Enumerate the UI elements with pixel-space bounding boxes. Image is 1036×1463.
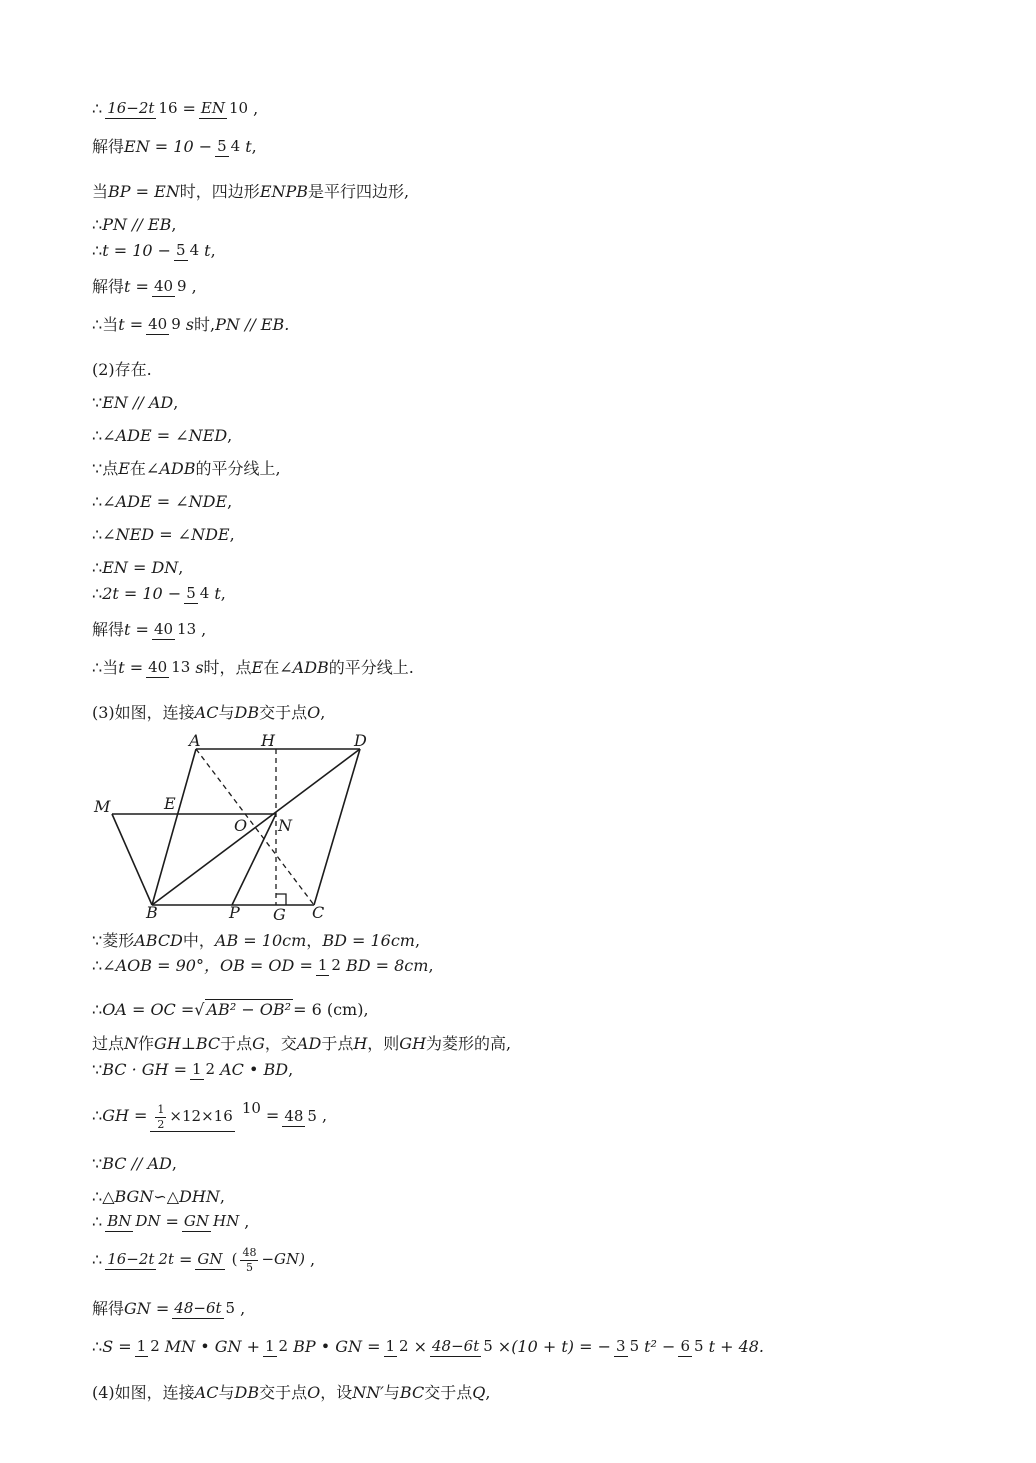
math-expr: GH⊥BC <box>154 1034 221 1053</box>
math-expr: EN // AD <box>102 393 174 412</box>
text-line <box>92 460 281 478</box>
equation-line <box>92 1338 764 1356</box>
therefore-symbol: ∴ <box>92 215 103 234</box>
fraction: 6 5 <box>680 1337 704 1356</box>
equation-line <box>92 1213 249 1231</box>
equation-line <box>92 957 434 975</box>
equation-line <box>92 1246 315 1273</box>
text-label: ，则 <box>367 1034 400 1053</box>
label-G: G <box>273 905 286 924</box>
because-symbol: ∵ <box>92 459 103 478</box>
equation-line <box>92 559 183 577</box>
therefore-symbol: ∴ <box>92 426 103 445</box>
math-var: NN′ <box>352 1383 384 1402</box>
text-label: 交于点 <box>259 1383 308 1402</box>
math-var: AC <box>194 1383 219 1402</box>
math-expr: = 6 (cm) <box>293 1000 364 1019</box>
text-label: 时, <box>193 315 216 334</box>
segment-AB <box>152 749 196 905</box>
therefore-symbol: ∴ <box>92 315 103 334</box>
equals-sign: = <box>182 99 196 118</box>
fraction: 16−2t 2t <box>107 1250 174 1269</box>
text-label: (2)存在. <box>92 360 152 379</box>
conclusion-line <box>92 659 414 677</box>
radicand: AB² − OB² <box>206 1000 292 1019</box>
text-label: 与 <box>218 703 235 722</box>
equation-line <box>92 1001 369 1019</box>
because-symbol: ∵ <box>92 1154 103 1173</box>
punct: , <box>201 620 207 639</box>
punct: , <box>219 1187 225 1206</box>
text-label: 交于点 <box>259 703 308 722</box>
fraction: GN ( 48 5 −GN) <box>197 1246 305 1274</box>
math-expr: BP = EN <box>108 182 180 201</box>
math-var: Q <box>472 1383 486 1402</box>
text-label: 与 <box>218 1383 235 1402</box>
equation-line <box>92 1155 177 1173</box>
text-label: 在 <box>129 459 146 478</box>
label-A: A <box>189 731 201 750</box>
therefore-symbol: ∴ <box>92 658 103 677</box>
math-expr: OA = OC = <box>102 1000 195 1019</box>
therefore-symbol: ∴ <box>92 1000 103 1019</box>
punct: , <box>321 1106 328 1126</box>
math-expr: ∠ADB <box>145 459 196 478</box>
math-var: t <box>245 137 252 156</box>
math-expr: AB = 10cm <box>214 931 307 950</box>
punct: , <box>220 584 226 603</box>
text-label: 解得 <box>92 1299 125 1318</box>
math-expr: t = <box>118 658 144 677</box>
label-H: H <box>261 731 275 750</box>
label-B: B <box>146 903 158 922</box>
math-var: E <box>118 459 130 478</box>
fraction: 5 4 <box>217 137 241 156</box>
fraction: 40 9 <box>148 315 181 334</box>
math-expr: ∠ADE = ∠NED <box>102 426 228 445</box>
label-C: C <box>312 903 325 922</box>
math-expr: BD = 8cm <box>345 956 429 975</box>
math-expr: ABCD <box>134 931 183 950</box>
math-var: O <box>307 1383 321 1402</box>
fraction: 16−2t 16 <box>107 99 178 118</box>
math-expr: t = 10 − <box>102 241 172 260</box>
math-expr: BC // AD <box>102 1154 172 1173</box>
fraction-small: $\frac{1}{2}$ <box>157 1103 165 1131</box>
fraction: 1 2 <box>191 1060 216 1079</box>
therefore-symbol: ∴ <box>92 241 103 260</box>
fraction: 48−6t 5 <box>432 1337 493 1356</box>
punct: , <box>178 558 184 577</box>
rhombus-figure <box>88 728 388 928</box>
label-E: E <box>164 794 176 813</box>
punct: , <box>320 703 326 722</box>
numerator <box>150 1104 234 1132</box>
text-label: 当 <box>102 658 119 677</box>
math-expr: GN = <box>124 1299 170 1318</box>
punct: , <box>227 426 233 445</box>
conclusion-line <box>92 316 289 334</box>
therefore-symbol: ∴ <box>92 956 103 975</box>
math-var: s <box>185 315 194 334</box>
math-var: AC <box>194 703 219 722</box>
fraction: 1 2 <box>317 956 341 975</box>
therefore-symbol: ∴ <box>92 1249 103 1269</box>
punct: , <box>414 931 421 950</box>
text-label: (4)如图，连接 <box>92 1383 195 1402</box>
punct: , <box>428 956 434 975</box>
punct: , <box>253 99 259 118</box>
label-P: P <box>229 903 240 922</box>
math-var: N <box>124 1034 139 1053</box>
text-label: 于点 <box>321 1034 354 1053</box>
text-label: 为菱形的高, <box>426 1034 512 1053</box>
text-label: 过点 <box>92 1034 125 1053</box>
equation-line <box>92 216 176 234</box>
text-label: ，交 <box>264 1034 297 1053</box>
equation-line <box>92 100 258 118</box>
fraction: $\frac{1}{2}$ ×12×16 10 <box>150 1100 263 1132</box>
solution-line <box>92 278 197 296</box>
text-label: 时，四边形 <box>179 182 260 201</box>
fraction: 3 5 <box>616 1337 640 1356</box>
punct: , <box>240 1299 246 1318</box>
math-expr: GH = <box>102 1106 148 1126</box>
math-var: AD <box>296 1034 322 1053</box>
equals-sign: = <box>165 1212 179 1231</box>
equation-line <box>92 493 232 511</box>
therefore-symbol: ∴ <box>92 492 103 511</box>
label-O: O <box>234 816 248 835</box>
equation-line <box>92 1100 327 1132</box>
text-line <box>92 1035 511 1053</box>
math-expr: BC · GH = <box>102 1060 187 1079</box>
text-label: 交于点 <box>424 1383 473 1402</box>
math-expr: ∠ADB <box>279 658 329 677</box>
because-symbol: ∵ <box>92 931 103 950</box>
math-var: DB <box>234 1383 260 1402</box>
text-label: 作 <box>138 1034 155 1053</box>
equation-line <box>92 394 178 412</box>
fraction: 48−6t 5 <box>174 1299 236 1318</box>
text-label: 当 <box>102 315 119 334</box>
fraction: 40 13 <box>148 658 191 677</box>
equation-line <box>92 526 235 544</box>
text-label: 点 <box>102 459 119 478</box>
text-label: 菱形 <box>102 931 135 950</box>
math-expr: t = <box>118 315 144 334</box>
right-angle-mark <box>276 894 286 905</box>
text-label: 的平分线上. <box>328 658 414 677</box>
math-expr: t = <box>124 620 149 639</box>
radical-sign: √ <box>194 1000 205 1019</box>
math-var: G <box>252 1034 265 1053</box>
punct: , <box>251 137 257 156</box>
math-expr: △BGN∽△DHN <box>102 1187 220 1206</box>
fraction: 1 2 <box>136 1337 160 1356</box>
text-label: 的平分线上, <box>195 459 281 478</box>
punct: , <box>171 1154 177 1173</box>
math-expr: ∠NED = ∠NDE <box>102 525 230 544</box>
math-expr: 2t = 10 − <box>102 584 182 603</box>
fraction: EN 10 <box>200 99 249 118</box>
times-sign: × <box>413 1337 427 1356</box>
text-label: 与 <box>383 1383 400 1402</box>
fraction: 1 2 <box>265 1337 289 1356</box>
math-var: t <box>204 241 211 260</box>
punct: , <box>171 215 177 234</box>
segment-DC <box>314 749 360 905</box>
therefore-symbol: ∴ <box>92 1187 103 1206</box>
text-label: ，设 <box>320 1383 353 1402</box>
section-heading <box>92 361 152 379</box>
therefore-symbol: ∴ <box>92 1106 103 1126</box>
math-var: DB <box>234 703 260 722</box>
because-symbol: ∵ <box>92 393 103 412</box>
punct: , <box>310 1249 316 1269</box>
text-label: (3)如图，连接 <box>92 703 195 722</box>
text-label: 于点 <box>220 1034 253 1053</box>
therefore-symbol: ∴ <box>92 525 103 544</box>
text-label: 解得 <box>92 277 125 296</box>
punct: , <box>227 492 233 511</box>
punct: , <box>191 277 197 296</box>
section-heading <box>92 704 325 722</box>
text-label: 当 <box>92 182 109 201</box>
fraction: 48 5 <box>284 1106 317 1125</box>
math-expr: ×12×16 <box>169 1107 233 1126</box>
fraction: 5 4 <box>176 241 200 260</box>
math-expr: t = <box>124 277 149 296</box>
punct: , <box>244 1212 250 1231</box>
math-expr: t + 48. <box>708 1337 765 1356</box>
text-label: 时，点 <box>203 658 252 677</box>
equals-sign: = <box>179 1249 193 1269</box>
solution-line <box>92 621 206 639</box>
punct: , <box>485 1383 491 1402</box>
math-expr: EN = DN <box>102 558 179 577</box>
equation-line <box>92 585 226 603</box>
segment-BD <box>152 749 360 905</box>
fraction: GN HN <box>183 1212 240 1231</box>
solution-line <box>92 1300 245 1318</box>
text-label: ， <box>306 931 323 950</box>
equation-line <box>92 427 232 445</box>
math-expr: BD = 16cm <box>322 931 415 950</box>
text-line <box>92 932 420 950</box>
paren: ( <box>231 1250 238 1269</box>
equation-line <box>92 1188 225 1206</box>
punct: , <box>288 1060 294 1079</box>
equation-line <box>92 1061 293 1079</box>
therefore-symbol: ∴ <box>92 584 103 603</box>
text-label: 解得 <box>92 620 125 639</box>
segment-MB <box>112 814 152 905</box>
fraction: BN DN <box>107 1212 161 1231</box>
solution-line <box>92 138 257 156</box>
math-var: t <box>214 584 221 603</box>
label-N: N <box>278 816 292 835</box>
math-expr: PN // EB <box>102 215 172 234</box>
therefore-symbol: ∴ <box>92 558 103 577</box>
punct: , <box>210 241 216 260</box>
therefore-symbol: ∴ <box>92 1212 103 1231</box>
section-heading <box>92 1384 490 1402</box>
math-expr: ×(10 + t) = − <box>497 1337 612 1356</box>
text-label: 解得 <box>92 137 125 156</box>
fraction: 40 13 <box>153 620 197 639</box>
math-var: E <box>251 658 264 677</box>
fraction: 5 4 <box>186 584 210 603</box>
math-expr: BP • GN = <box>293 1337 381 1356</box>
equation-line <box>92 242 216 260</box>
math-expr: EN = 10 − <box>124 137 213 156</box>
because-symbol: ∵ <box>92 1060 103 1079</box>
punct: , <box>229 525 235 544</box>
math-var: BC <box>399 1383 425 1402</box>
text-label: 中， <box>182 931 215 950</box>
math-expr: −GN) <box>261 1250 305 1269</box>
math-var: H <box>353 1034 368 1053</box>
math-expr: ∠ADE = ∠NDE <box>102 492 228 511</box>
label-D: D <box>354 731 367 750</box>
text-label: 在 <box>263 658 280 677</box>
therefore-symbol: ∴ <box>92 99 103 118</box>
math-expr: PN // EB. <box>215 315 290 334</box>
punct: , <box>173 393 179 412</box>
math-var: GH <box>399 1034 427 1053</box>
math-expr: ∠AOB = 90°，OB = OD = <box>102 956 313 975</box>
fraction: 40 9 <box>153 277 187 296</box>
square-root <box>194 1001 293 1019</box>
punct: , <box>363 1000 369 1019</box>
fraction: 1 2 <box>385 1337 409 1356</box>
math-expr: MN • GN + <box>164 1337 260 1356</box>
math-var: O <box>307 703 321 722</box>
text-label: 是平行四边形, <box>308 182 410 201</box>
fraction-small: 48 5 <box>242 1246 257 1274</box>
math-var: s <box>195 658 204 677</box>
therefore-symbol: ∴ <box>92 1337 103 1356</box>
math-expr: t² − <box>644 1337 676 1356</box>
equals-sign: = <box>265 1106 280 1126</box>
math-expr: S = <box>102 1337 132 1356</box>
text-line <box>92 183 409 201</box>
math-expr: AC • BD <box>220 1060 289 1079</box>
math-expr: ENPB <box>259 182 309 201</box>
denominator <box>230 1246 307 1273</box>
label-M: M <box>94 797 111 816</box>
